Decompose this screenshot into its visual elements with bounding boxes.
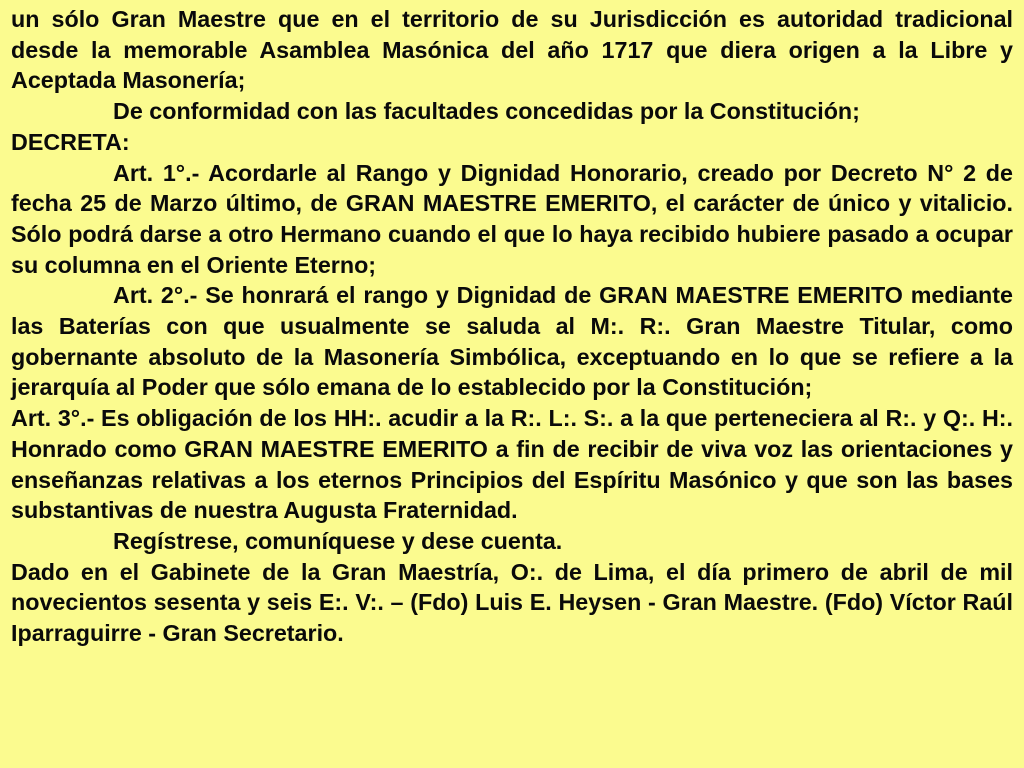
paragraph-intro: un sólo Gran Maestre que en el territorio de su Jurisdicción es autoridad tradicional desde la memorable Asamblea Masónica del año 1717 que diera origen a la Libre y Aceptada Masonería;: [11, 6, 1013, 94]
paragraph-conformidad: De conformidad con las facultades concedidas por la Constitución;: [113, 98, 860, 125]
heading-decreta: DECRETA:: [11, 128, 130, 155]
paragraph-signatures: Dado en el Gabinete de la Gran Maestría, O:. de Lima, el día primero de abril de mil novecientos sesenta y seis E:. V:. – (Fdo) Luis E. Heysen - Gran Maestre. (Fdo) Víctor Raúl Iparraguirre - Gran Secretario.: [11, 558, 1013, 647]
paragraph-registrese: Regístrese, comuníquese y dese cuenta.: [113, 527, 563, 554]
article-1: Art. 1°.- Acordarle al Rango y Dignidad Honorario, creado por Decreto N° 2 de fecha 25 de Marzo último, de GRAN MAESTRE EMERITO, el carácter de único y vitalicio. Sólo podrá darse a otro Hermano cuando el que lo haya recibido hubiere pasado a ocupar su columna en el Oriente Eterno;: [11, 159, 1013, 278]
article-3: Art. 3°.- Es obligación de los HH:. acudir a la R:. L:. S:. a la que perteneciera al R:. y Q:. H:. Honrado como GRAN MAESTRE EMERITO a fin de recibir de viva voz las orientaciones y enseñanzas relativas a los eternos Principios del Espíritu Masónico y que son las bases substantivas de nuestra Augusta Fraternidad.: [11, 405, 1013, 524]
article-2: Art. 2°.- Se honrará el rango y Dignidad de GRAN MAESTRE EMERITO mediante las Baterías con que usualmente se saluda al M:. R:. Gran Maestre Titular, como gobernante absoluto de la Masonería Simbólica, exceptuando en lo que se refiere a la jerarquía al Poder que sólo emana de lo establecido por la Constitución;: [11, 282, 1013, 401]
